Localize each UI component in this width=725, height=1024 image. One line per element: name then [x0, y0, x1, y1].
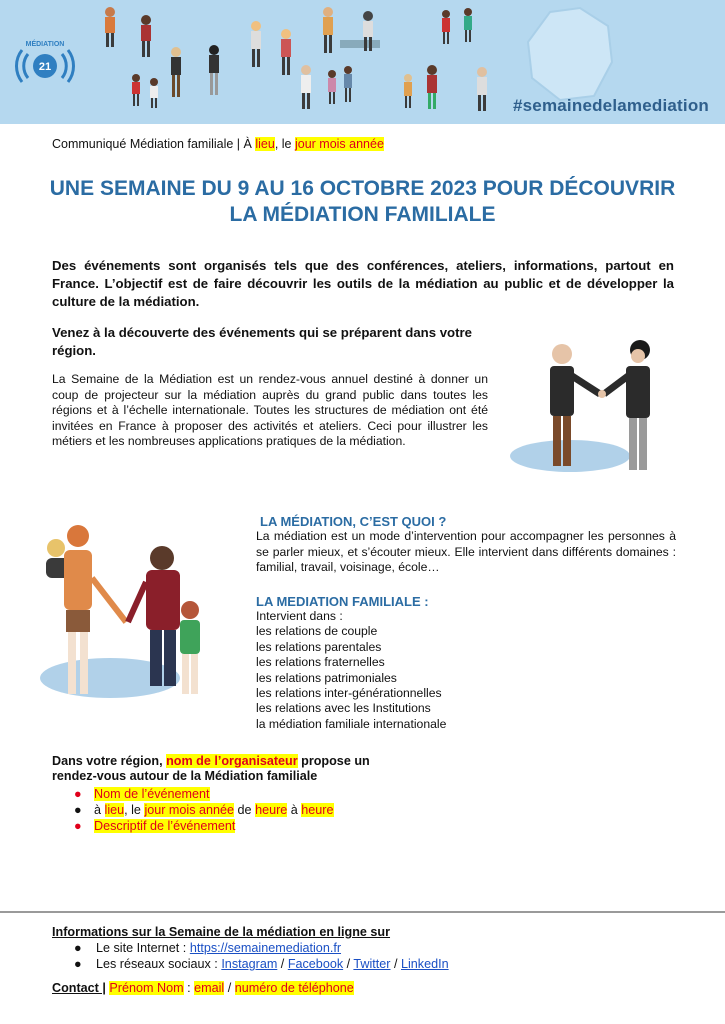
page-title: UNE SEMAINE DU 9 AU 16 OCTOBRE 2023 POUR DÉCOUVRIR LA MÉDIATION FAMILIALE: [49, 177, 676, 226]
list-item: les relations de couple: [256, 624, 378, 639]
placeholder-date: jour mois année: [294, 137, 384, 151]
footer-heading: Informations sur la Semaine de la médiation en ligne sur: [52, 925, 391, 939]
logo-number: 21: [38, 61, 52, 73]
header-prefix: Communiqué Médiation familiale | À: [52, 137, 256, 151]
text-a2: à: [287, 803, 302, 817]
list-item: la médiation familiale internationale: [256, 716, 447, 731]
event-details-list: [74, 786, 334, 834]
footer: [52, 924, 449, 996]
facebook-link[interactable]: Facebook: [287, 957, 344, 971]
mediation-21-logo: [8, 36, 82, 92]
region-announcement: [52, 754, 412, 784]
text-a: à: [94, 803, 105, 817]
text-de: de: [234, 803, 256, 817]
bullet-icon: ●: [74, 819, 82, 833]
family-illustration: [30, 518, 220, 718]
body-paragraph: La Semaine de la Médiation est un rendez-vous annuel destiné à donner un coup de projecteur sur la médiation auprès du grand public dans toutes les régions et à l’échelle internationale. Toutes les structures de médiation ont été invitées en France à proposer des activités et ateliers. Ceci pour illustrer les métiers et les nombreuses applications pratiques de la médiation.: [52, 372, 488, 449]
list-item: [74, 786, 334, 802]
instagram-link[interactable]: Instagram: [221, 957, 278, 971]
placeholder-lieu: lieu: [104, 803, 125, 817]
placeholder-phone: numéro de téléphone: [234, 981, 354, 995]
communique-header: [52, 137, 384, 151]
placeholder-description: Descriptif de l’événement: [94, 819, 236, 833]
list-item: les relations patrimoniales: [256, 670, 397, 685]
placeholder-event-name: Nom de l’événement: [94, 787, 210, 801]
list-item: les relations parentales: [256, 639, 382, 654]
bullet-icon: ●: [74, 941, 82, 955]
handshake-illustration: [500, 336, 670, 506]
section-text: La médiation est un mode d’intervention pour accompagner les personnes à se parler mieux, et s’écouter mieux. Elle intervient dans différents domaines : familial, travail, voisinage, école…: [256, 529, 676, 574]
placeholder-date: jour mois année: [144, 803, 235, 817]
contact-label: Contact |: [52, 981, 106, 995]
text-le: , le: [124, 803, 145, 817]
placeholder-email: email: [194, 981, 225, 995]
bullet-icon: ●: [74, 803, 82, 817]
section-family-mediation: [256, 594, 676, 732]
region-suffix: propose un rendez-vous autour de la Médiation familiale: [52, 754, 370, 783]
site-label: Le site Internet :: [96, 941, 190, 955]
list-item: les relations inter-générationnelles: [256, 686, 442, 701]
footer-divider: [0, 911, 725, 913]
list-item: les relations fraternelles: [256, 655, 385, 670]
linkedin-link[interactable]: LinkedIn: [401, 957, 449, 971]
list-item: les relations avec les Institutions: [256, 701, 431, 716]
placeholder-end-time: heure: [301, 803, 334, 817]
region-prefix: Dans votre région,: [52, 754, 167, 768]
list-item: Intervient dans :: [256, 609, 343, 623]
website-link[interactable]: https://semainemediation.fr: [189, 941, 342, 955]
social-label: Les réseaux sociaux :: [96, 957, 222, 971]
twitter-link[interactable]: Twitter: [353, 957, 391, 971]
subheading: Venez à la découverte des événements qui se préparent dans votre région.: [52, 325, 472, 358]
separator: /: [343, 957, 354, 971]
intro-paragraph: Des événements sont organisés tels que des conférences, ateliers, informations, partout en France. L’objectif est de faire découvrir les outils de la médiation au public et de développer la culture de la médiation.: [52, 258, 674, 309]
list-item: [74, 818, 334, 834]
contact-line: [52, 980, 449, 996]
bullet-icon: ●: [74, 787, 82, 801]
hashtag: #semainedelamediation: [513, 96, 709, 115]
section-title: LA MEDIATION FAMILIALE :: [256, 594, 429, 609]
separator: /: [277, 957, 288, 971]
separator: /: [224, 981, 235, 995]
section-what-is-mediation: [256, 514, 676, 576]
placeholder-start-time: heure: [255, 803, 288, 817]
placeholder-contact-name: Prénom Nom: [109, 981, 184, 995]
list-item: [52, 956, 449, 972]
separator: /: [390, 957, 401, 971]
separator: :: [183, 981, 195, 995]
bullet-icon: ●: [74, 957, 82, 971]
france-map-icon: [520, 4, 620, 104]
list-item: [74, 802, 334, 818]
banner-people-illustration: [96, 0, 526, 124]
section-title: LA MÉDIATION, C’EST QUOI ?: [260, 514, 447, 529]
placeholder-lieu: lieu: [255, 137, 275, 151]
logo-text: MÉDIATION: [25, 41, 65, 48]
banner: [0, 0, 725, 124]
header-middle: , le: [274, 137, 295, 151]
list-item: [52, 940, 449, 956]
placeholder-organizer: nom de l’organisateur: [166, 754, 298, 768]
